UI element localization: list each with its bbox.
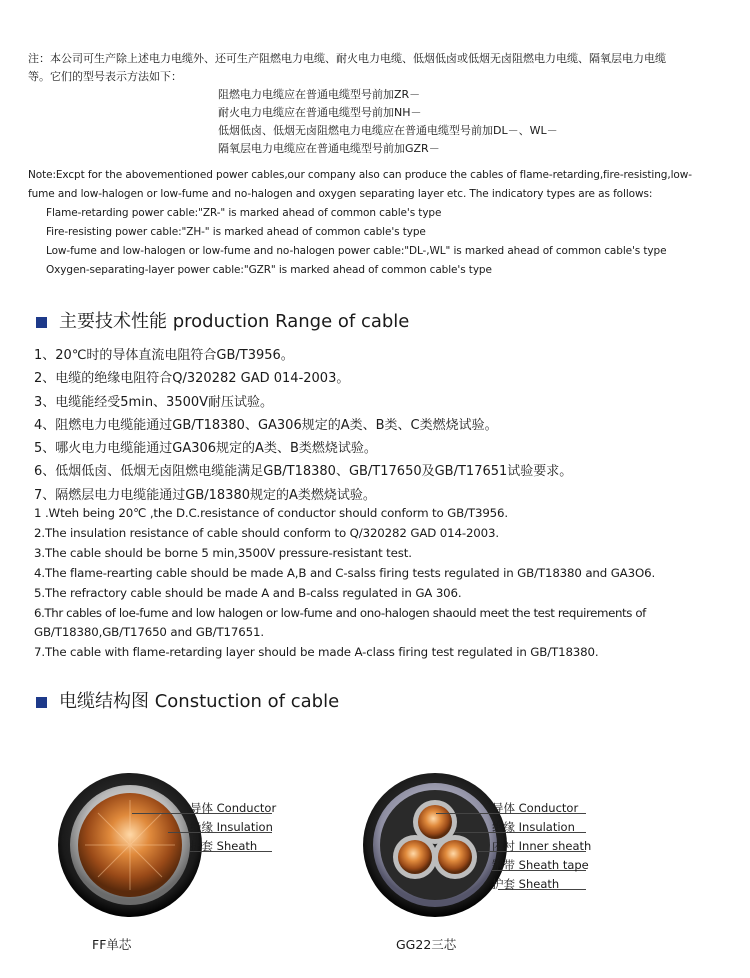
caption-ff: FF单芯 [92, 937, 132, 952]
list-item: 1 .Wteh being 20℃ ,the D.C.resistance of conductor should conform to GB/T3956. [34, 506, 508, 520]
list-item: 7、隔燃层电力电缆能通过GB/18380规定的A类燃烧试验。 [34, 487, 376, 503]
three-core-cable-diagram [360, 770, 510, 920]
section-title-text: 电缆结构图 Constuction of cable [59, 691, 340, 712]
note-en-line1: Note:Excpt for the abovementioned power cables,our company also can produce the cables of flame-retarding,fire-resisting,low- [28, 169, 692, 181]
label-insulation: 绝缘 Insulation [190, 820, 273, 834]
note-en [28, 166, 743, 280]
caption-gg22: GG22三芯 [396, 937, 457, 952]
list-item: 5、哪火电力电缆能通过GA306规定的A类、B类燃烧试验。 [34, 441, 377, 457]
note-en-items [28, 204, 743, 280]
conductor-core [438, 840, 472, 874]
conductor-core [418, 805, 452, 839]
three-core-labels [490, 799, 591, 894]
label-insulation: 绝缘 Insulation [492, 820, 575, 834]
square-bullet-icon [36, 697, 47, 708]
list-item: 4.The flame-rearting cable should be made A,B and C-salss firing tests regulated in GB/T18380 and GA3O6. [34, 565, 656, 580]
section-title-performance [36, 310, 409, 334]
list-item: 6.Thr cables of loe-fume and low halogen or low-fume and ono-halogen shaould meet the test requirements of [34, 605, 646, 620]
note-en-line2: fume and low-halogen or low-fume and no-halogen and oxygen separating layer etc. The indicatory types are as follows: [28, 188, 653, 200]
note-cn-line1: 注：本公司可生产除上述电力电缆外、还可生产阻燃电力电缆、耐火电力电缆、低烟低卤或低烟无卤阻燃电力电缆、隔氧层电力电缆 [28, 52, 666, 65]
section-title-construction [36, 690, 339, 714]
label-inner-sheath: 内衬 Inner sheath [492, 839, 592, 853]
list-item: 3.The cable should be borne 5 min,3500V pressure-resistant test. [34, 545, 412, 560]
conductor-core [398, 840, 432, 874]
single-core-cable-diagram [55, 770, 205, 920]
performance-list-en [34, 504, 734, 663]
single-core-labels [188, 799, 276, 856]
label-conductor: 导体 Conductor [492, 801, 579, 815]
label-sheath: 护套 Sheath [190, 839, 258, 853]
square-bullet-icon [36, 317, 47, 328]
note-en-item: Flame-retarding power cable:"ZR-" is marked ahead of common cable's type [46, 207, 442, 219]
list-item: 3、电缆能经受5min、3500V耐压试验。 [34, 394, 274, 410]
note-cn-items [218, 86, 558, 158]
label-conductor: 导体 Conductor [190, 801, 277, 815]
note-en-item: Low-fume and low-halogen or low-fume and no-halogen power cable:"DL-,WL" is marked ahead of common cable's type [46, 245, 667, 257]
list-item: 4、阻燃电力电缆能通过GB/T18380、GA306规定的A类、B类、C类燃烧试验。 [34, 417, 498, 433]
section-title-text: 主要技术性能 production Range of cable [59, 311, 410, 332]
note-cn-item: 低烟低卤、低烟无卤阻燃电力电缆应在普通电缆型号前加DL－、WL－ [218, 124, 558, 137]
note-en-item: Oxygen-separating-layer power cable:"GZR" is marked ahead of common cable's type [46, 264, 492, 276]
list-item: 6、低烟低卤、低烟无卤阻燃电缆能满足GB/T18380、GB/T17650及GB/T17651试验要求。 [34, 464, 573, 480]
list-item: 2、电缆的绝缘电阻符合Q/320282 GAD 014-2003。 [34, 371, 350, 387]
performance-list-cn [34, 344, 572, 507]
note-cn-line2: 等。它们的型号表示方法如下： [28, 70, 182, 83]
list-item: GB/T18380,GB/T17650 and GB/T17651. [34, 625, 264, 640]
label-sheath: 护套 Sheath [492, 877, 560, 891]
note-cn-item: 阻燃电力电缆应在普通电缆型号前加ZR－ [218, 88, 421, 101]
list-item: 2.The insulation resistance of cable should conform to Q/320282 GAD 014-2003. [34, 525, 499, 540]
list-item: 7.The cable with flame-retarding layer should be made A-class firing test regulated in GB/T18380. [34, 645, 599, 660]
list-item: 1、20℃时的导体直流电阻符合GB/T3956。 [34, 348, 294, 363]
list-item: 5.The refractory cable should be made A and B-calss regulated in GA 306. [34, 585, 462, 600]
note-cn-item: 隔氧层电力电缆应在普通电缆型号前加GZR－ [218, 142, 440, 155]
note-cn-item: 耐火电力电缆应在普通电缆型号前加NH－ [218, 106, 422, 119]
label-sheath-tape: 钢带 Sheath tape [492, 858, 589, 872]
note-en-item: Fire-resisting power cable:"ZH-" is marked ahead of common cable's type [46, 226, 426, 238]
note-cn [28, 50, 743, 86]
